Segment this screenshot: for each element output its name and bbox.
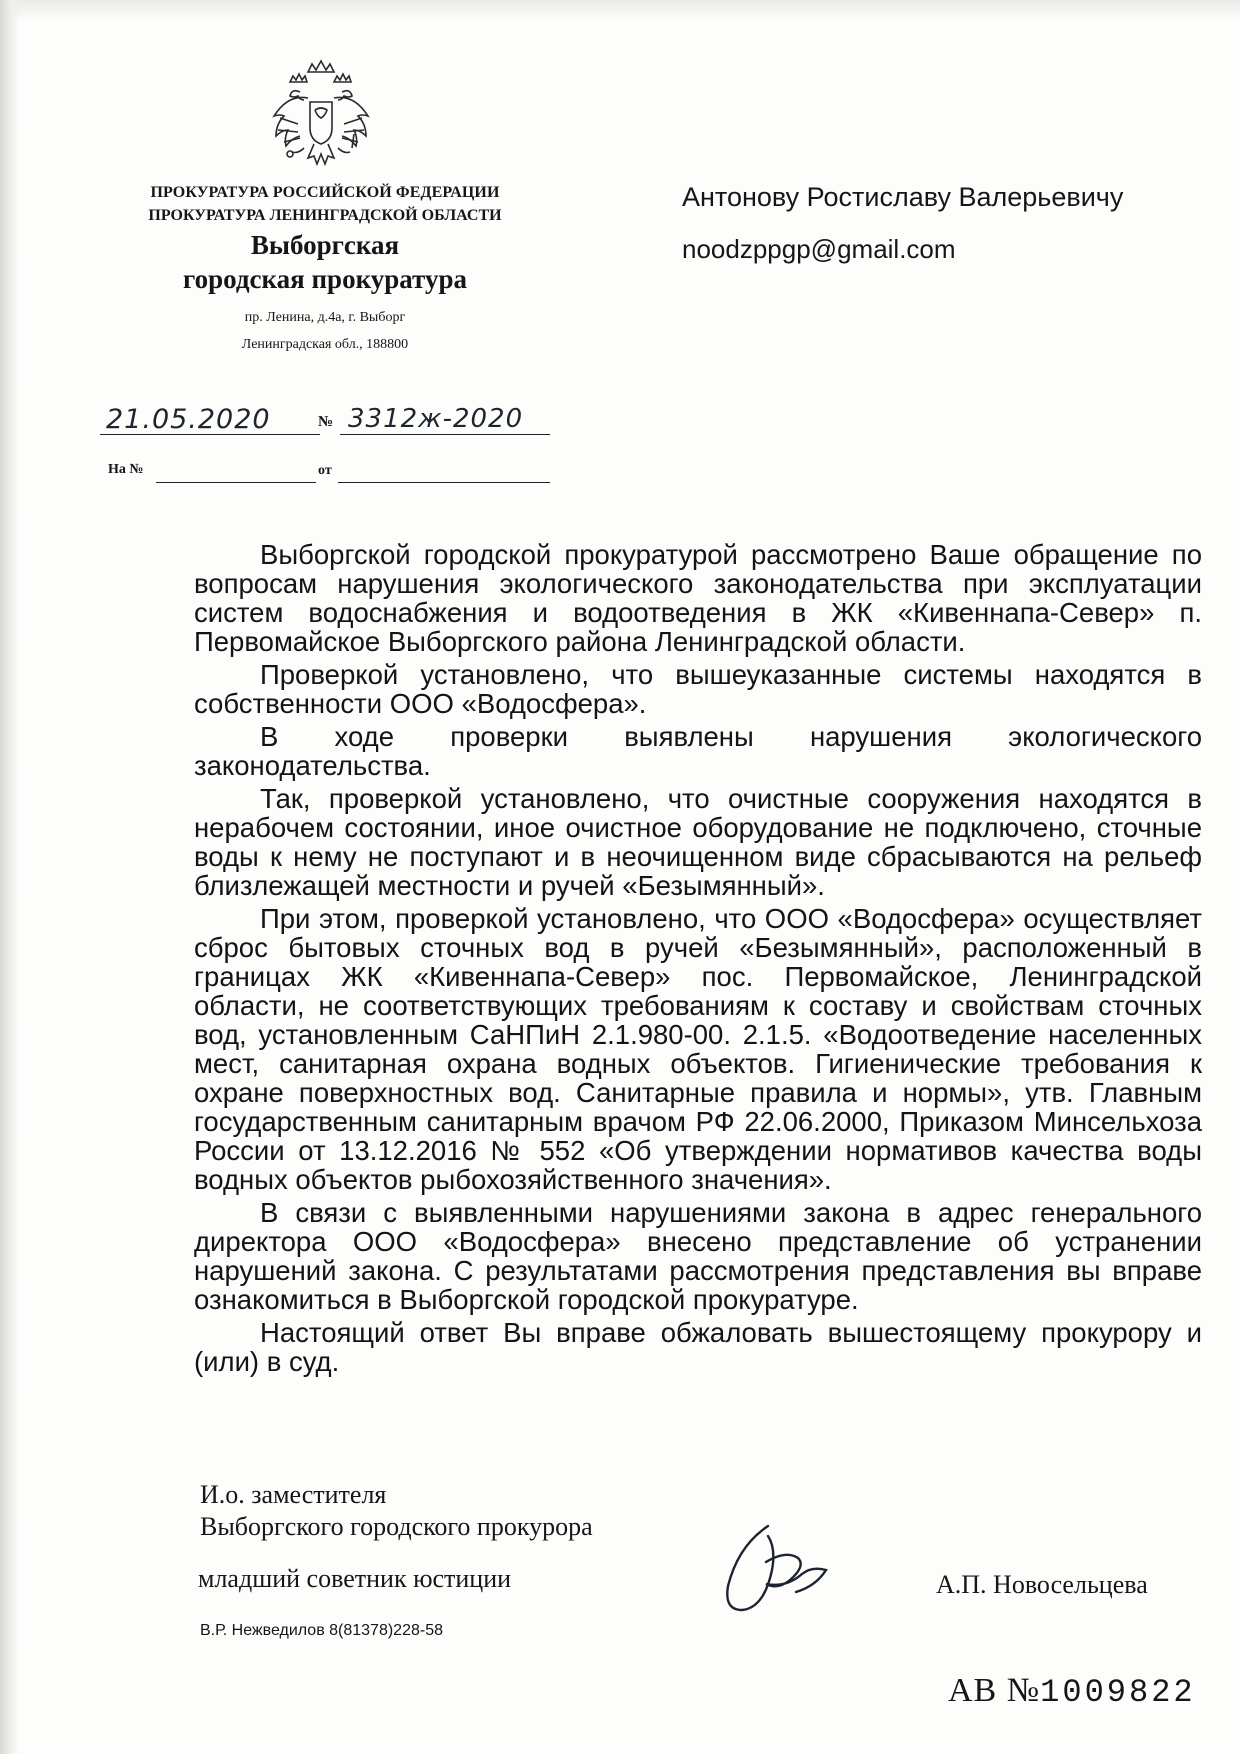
signer-name: А.П. Новосельцева	[936, 1570, 1148, 1599]
coat-of-arms-emblem	[268, 58, 374, 176]
org-line-1: ПРОКУРАТУРА РОССИЙСКОЙ ФЕДЕРАЦИИ	[150, 184, 500, 201]
signer-position-line-2: Выборгского городского прокурора	[200, 1512, 593, 1541]
body-paragraph: В ходе проверки выявлены нарушения экологического законодательства.	[194, 721, 1202, 781]
on-number-underline	[156, 482, 316, 483]
recipient-name: Антонову Ростиславу Валерьевичу	[682, 182, 1124, 212]
signer-rank: младший советник юстиции	[198, 1564, 512, 1593]
number-underline	[340, 434, 550, 435]
org-line-2: ПРОКУРАТУРА ЛЕНИНГРАДСКОЙ ОБЛАСТИ	[148, 207, 502, 224]
body-paragraph: Так, проверкой установлено, что очистные сооружения находятся в нерабочем состоянии, иное очистное оборудование не подключено, сточные воды к нему не поступают и в неочищенном виде сбрасываются на рельеф близлежащей местности и ручей «Безымянный».	[194, 783, 1202, 901]
from-label: от	[318, 463, 332, 478]
body-paragraph: Проверкой установлено, что вышеуказанные системы находятся в собственности ООО «Водосфера».	[194, 659, 1202, 719]
body-paragraph: В связи с выявленными нарушениями закона в адрес генерального директора ООО «Водосфера» внесено представление об устранении нарушений закона. С результатами рассмотрения представления вы вправе ознакомиться в Выборгской городской прокуратуре.	[194, 1197, 1202, 1315]
signer-position-line-1: И.о. заместителя	[200, 1480, 387, 1509]
contact-line: В.Р. Нежведилов 8(81378)228-58	[200, 1622, 443, 1639]
handwritten-signature-icon	[712, 1516, 842, 1624]
body-paragraph: Выборгской городской прокуратурой рассмотрено Ваше обращение по вопросам нарушения экологического законодательства при эксплуатации систем водоснабжения и водоотведения в ЖК «Кивеннапа-Север» п. Первомайское Выборгского района Ленинградской области.	[194, 539, 1202, 657]
from-underline	[338, 482, 550, 483]
recipient-email: noodzppgp@gmail.com	[682, 234, 956, 264]
date-underline	[100, 434, 320, 435]
on-number-label: На №	[108, 462, 144, 477]
address-line-1: пр. Ленина, д.4а, г. Выборг	[244, 310, 406, 325]
scan-edge-top	[0, 0, 1240, 22]
serial-prefix: АВ №	[948, 1672, 1041, 1709]
serial-digits: 1009822	[1040, 1674, 1196, 1711]
scan-edge-left	[0, 0, 20, 1754]
body-paragraph: Настоящий ответ Вы вправе обжаловать вышестоящему прокурору и (или) в суд.	[194, 1317, 1202, 1377]
body-paragraph: При этом, проверкой установлено, что ООО «Водосфера» осуществляет сброс бытовых сточных вод в ручей «Безымянный», расположенный в границах ЖК «Кивеннапа-Север» пос. Первомайское, Ленинградской области, не соответствующих требованиям к составу и свойствам сточных вод, установленным СаНПиН 2.1.980-00. 2.1.5. «Водоотведение населенных мест, санитарная охрана водных объектов. Гигиенические требования к охране поверхностных вод. Санитарные правила и нормы», утв. Главным государственным санитарным врачом РФ 22.06.2000, Приказом Минсельхоза России от 13.12.2016 № 552 «Об утверждении нормативов качества воды водных объектов рыбохозяйственного значения».	[194, 903, 1202, 1195]
reference-number: 3312ж-2020	[348, 404, 524, 434]
office-name-line-1: Выборгская	[250, 230, 400, 260]
office-name-line-2: городская прокуратура	[183, 264, 467, 294]
reference-date: 21.05.2020	[106, 404, 271, 435]
number-sign: №	[318, 414, 334, 430]
letter-body	[194, 540, 1202, 1380]
serial-number	[948, 1672, 1196, 1711]
address-line-2: Ленинградская обл., 188800	[241, 337, 409, 352]
